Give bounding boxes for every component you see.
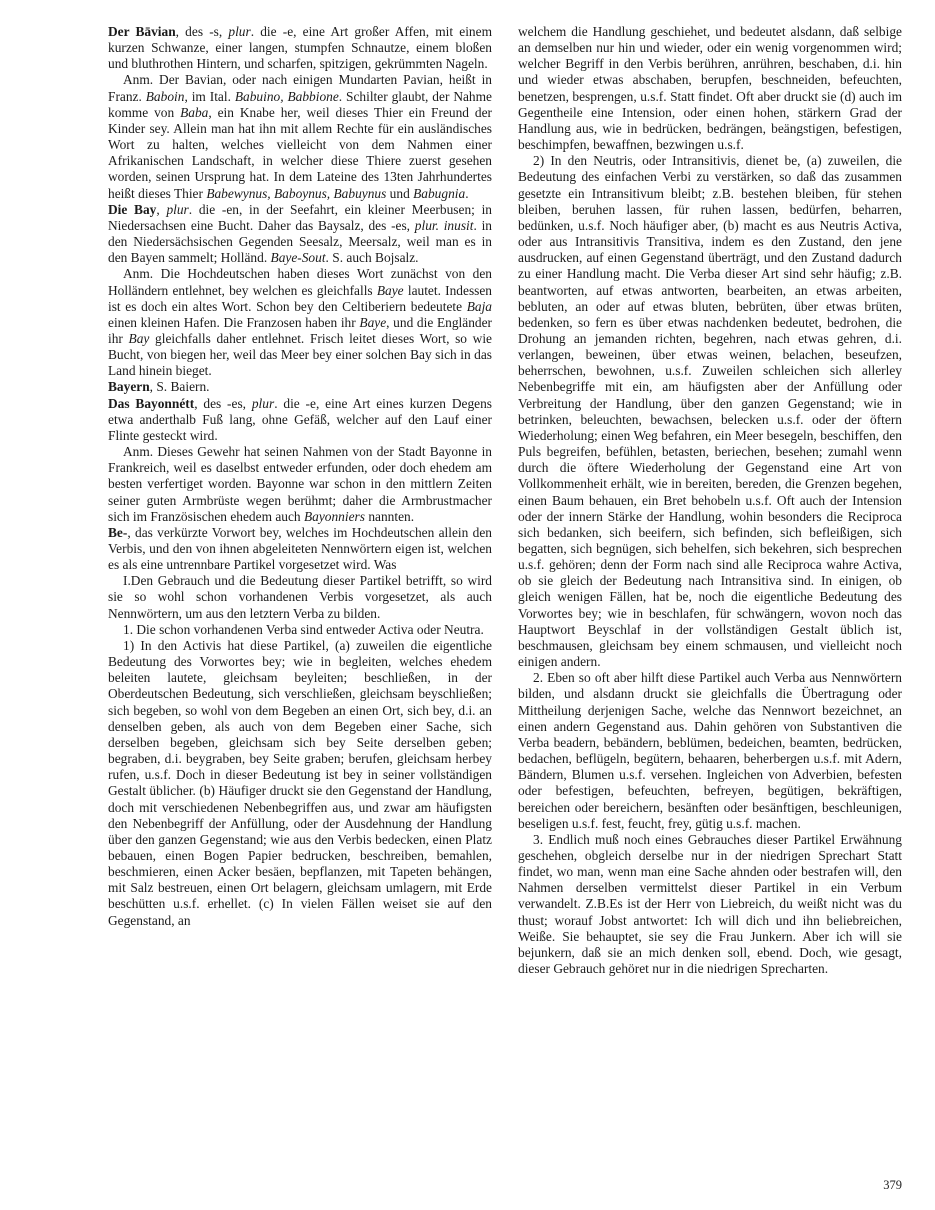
- anm-bay: Anm. Die Hochdeutschen haben dieses Wort zunächst von den Holländern entlehnet, bey welchen es gleichfalls Baye lautet. Indessen ist es doch ein altes Wort. Schon bey den Celtiberiern bedeutete Baja einen kleinen Hafen. Die Franzosen haben ihr Baye, und die Engländer ihr Bay gleichfalls daher entlehnet. Frisch leitet dieses Wort, so wie Bucht, von biegen her, weil das Meer bey einer solchen Bay sich in das Land hinein bieget.: [108, 266, 493, 379]
- entry-be: Be-, das verkürzte Vorwort bey, welches im Hochdeutschen allein den Verbis, und den von ihnen abgeleiteten Nennwörtern eigen ist, welchen es als eine untrennbare Partikel vorgesetzet wird. Was: [108, 524, 492, 573]
- item-3-niedrige-sprechart: 3. Endlich muß noch eines Gebrauches dieser Partikel Erwähnung geschehen, obgleich derselbe nur in der niedrigen Sprechart Statt findet, wo man, wenn man eine Sache ahnden oder bestrafen will, den Nahmen derselben vermittelst dieser Partikel in ein Verbum verwandelt. Z.B.Es ist der Herr von Liebreich, du weißt nicht was du thust; worauf Jobst antwortet: Ich will dich und ihn beliebreichen, Weiße. Sie behauptet, sie sey die Frau Junkern. Aber ich will sie bejunkern, daß sie an mich denken soll, ebend. Doch, wie gesagt, dieser Gebrauch gehöret nur in die niedrigen Sprecharten.: [518, 831, 902, 977]
- item-1-activis: 1) In den Activis hat diese Partikel, (a) zuweilen die eigentliche Bedeutung des Vorwortes bey; wie in begleiten, welches ehedem beleiten lautete, gleichsam beyleiten; beschließen, in der Oberdeutschen Bedeutung, sich verschließen, gleichsam beyschließen; sich begeben, so wohl von dem Begeben an einen Ort, sich bey, d.i. an denselben geben, als auch von dem Begeben einer Sache, sich derselben begeben, gleichsam sich bey Seite derselben geben; begraben, d.i. beygraben, bey Seite graben; berufen, gleichsam herbey rufen, u.s.f. Doch in dieser Bedeutung ist bey in seiner vollständigen Gestalt üblicher. (b) Häufiger druckt sie den Gegenstand der Handlung, doch mit verschiedenen Nebenbegriffen aus, und zwar am häufigsten den Nebenbegriff der Anfüllung, oder der Ausdehnung der Handlung über den ganzen Gegenstand; wie aus den Verbis bedecken, einen Platz bebauen, einen Bogen Papier bedrucken, beschreiben, bemahlen, beschmieren, einen Acker besäen, bepflanzen, mit Tapeten behängen, mit Salz bestreuen, einen Ort belagern, gleichsam umlagern, mit Erde beschütten u.s.f. erhellet. (c) In vielen Fällen weiset sie auf den Gegenstand, an: [108, 637, 492, 928]
- continuation-be-c: welchem die Handlung geschiehet, und bedeutet alsdann, daß selbige an demselben nur hin und wieder, oder ein wenig vorgenommen wird; welcher Begriff in den Verbis berühren, anrühren, beschaben, d.i. hin und wieder etwas abschaben, berupfen, beschneiden, befeuchten, benetzen, besprengen, u.s.f. Statt findet. Oft aber druckt sie (d) auch im Gegentheile eine Intension, oder einen hohen, stärkern Grad der Handlung aus, wie in bedrücken, bedrängen, beängstigen, befestigen, beschimpfen, bewaffnen, bezwingen u.s.f.: [518, 24, 902, 153]
- item-2-nennwoerter: 2. Eben so oft aber hilft diese Partikel auch Verba aus Nennwörtern bilden, und alsdann druckt sie gleichfalls die Übertragung oder Mittheilung derjenigen Sache, welche das Nennwort bezeichnet, an einen andern Gegenstand aus. Dahin gehören von Substantiven die Verba beadern, bebändern, beblümen, bedeichen, beamten, bedrücken, bedachen, beflügeln, begütern, behaaren, beherbergen u.s.f. mit Adern, Bändern, Blumen u.s.f. versehen. Ingleichen von Adverbien, befesten oder befestigen, befeuchten, befreyen, begütigen, bekräftigen, bereichen oder bereichern, besänften oder besänftigen, beschleunigen, beseligen u.s.f. fest, feucht, frey, gütig u.s.f. machen.: [518, 670, 902, 831]
- section-I-gebrauch: I.Den Gebrauch und die Bedeutung dieser Partikel betrifft, so wird sie so wohl schon vorhandenen Verbis vorgesetzet, als auch Nennwörtern, um aus den letztern Verba zu bilden.: [108, 573, 492, 621]
- anm-bayonnett: Anm. Dieses Gewehr hat seinen Nahmen von der Stadt Bayonne in Frankreich, weil es daselbst entweder erfunden, oder doch ehedem am besten verfertiget worden. Bayonne war schon in den mittlern Zeiten seiner guten Armbrüste wegen berühmt; daher die Armbrustmacher sich im Französischen ehedem auch Bayonniers nannten.: [108, 444, 492, 524]
- entry-bayonnett: Das Bayonnétt, des -es, plur. die -e, eine Art eines kurzen Degens etwa anderthalb Fuß lang, ohne Gefäß, welcher auf den Lauf einer Flinte gesteckt wird.: [108, 395, 492, 443]
- entry-bayern: Bayern, S. Baiern.: [108, 379, 210, 395]
- left-column: [108, 24, 492, 977]
- item-1-vorhandene-verba: 1. Die schon vorhandenen Verba sind entweder Activa oder Neutra.: [123, 621, 484, 637]
- item-2-neutris: 2) In den Neutris, oder Intransitivis, dienet be, (a) zuweilen, die Bedeutung des einfachen Verbi zu verstärken, so daß das zusammen gesetzte ein Intransitivum bleibt; z.B. bestehen bleiben, für stehen bleiben, beruhen lassen, für ruhen lassen, bedürfen, beharren, bedünken, u.s.f. Noch häufiger aber, (b) macht es aus Neutris Activa, oder aus Intransitivis Transitiva, indem es den Zustand, den jene ausdrucken, auf einen Gegenstand überträgt, und den Zustand dadurch zu einer Handlung macht. Die Verba dieser Art sind sehr häufig; z.B. beantworten, auf etwas antworten, bearbeiten, an etwas arbeiten, bebluten, an oder auf etwas bluten, bebrüten, über etwas brüten, bedenken, so fern es über etwas nachdenken bedeutet, bedrohen, die Drohung an jemanden richten, begehren, nach etwas gehren, d.i. verlangen, beweinen, über etwas weinen, belachen, beseufzen, beherrschen, bewohnen, u.s.f. Zuweilen schleichen sich allerley Nebenbegriffe mit ein, am häufigsten aber der Anfüllung oder Verbreitung der Handlung, über den ganzen Gegenstand; wie in betrinken, beleuchten, bewachsen, belecken u.s.f. oder der öftern Wiederholung; einen Weg befahren, ein Meer besegeln, beschiffen, den Puls begreifen, befühlen, betasten, beriechen, besehen; zumahl wenn durch die öftere Wiederholung der Gegenstand eine Art von Vollkommenheit erhält, wie in bereiten, bereden, die Grenzen begehen, einen Baum behauen, ein Bret behobeln u.s.f. Oft auch der Intension oder der innern Stärke der Handlung, wohin besonders die Reciproca sich bedanken, sich beeifern, sich befinden, sich befleißigen, sich begatten, sich begnügen, sich behelfen, sich bekehren, sich besprechen u.s.f. gehören; denn der Form nach sind alle Reciproca wahre Activa, ob sie gleich der Bedeutung nach Intransitiva sind. In einigen, ob gleich wenigen Fällen, hat be, noch die eigentliche Bedeutung des Vorwortes bey; wie in beschlafen, für schwängern, wovon noch das Hauptwort Beyschlaf in der vollständigen Gestalt üblich ist, beschmausen, gleichsam bey einem schmausen, und vielleicht noch einigen andern.: [518, 153, 902, 670]
- entry-bavian: Der Bāvian, des -s, plur. die -e, eine Art großer Affen, mit einem kurzen Schwanze, einer langen, stumpfen Schnautze, einem bloßen und bluthrothen Hintern, und scharfen, spitzigen, gekrümmten Nageln.: [108, 24, 492, 72]
- entry-bay: Die Bay, plur. die -en, in der Seefahrt, ein kleiner Meerbusen; in Niedersachsen eine Bucht. Daher das Baysalz, des -es, plur. inusit. in den Niedersächsischen Gegenden Seesalz, Meersalz, weil man es in den Bayen sammelt; Holländ. Baye-Sout. S. auch Bojsalz.: [108, 201, 492, 266]
- page-number: 379: [883, 1178, 902, 1192]
- right-column: [518, 24, 902, 977]
- anm-bavian: Anm. Der Bavian, oder nach einigen Mundarten Pavian, heißt in Franz. Baboin, im Ital. Babuino, Babbione. Schilter glaubt, der Nahme komme von Baba, ein Knabe her, weil dieses Thier ein Freund der Kinder sey. Allein man hat ihn mit allem Rechte für ein ausländisches Wort zu halten, welches vielleicht von dem Nahmen einer Afrikanischen Landschaft, in welcher diese Thiere zuerst gesehen worden, seinen Ursprung hat. In dem Lateine des 13ten Jahrhundertes heißt dieses Thier Babewynus, Baboynus, Babuynus und Babugnia.: [108, 72, 493, 201]
